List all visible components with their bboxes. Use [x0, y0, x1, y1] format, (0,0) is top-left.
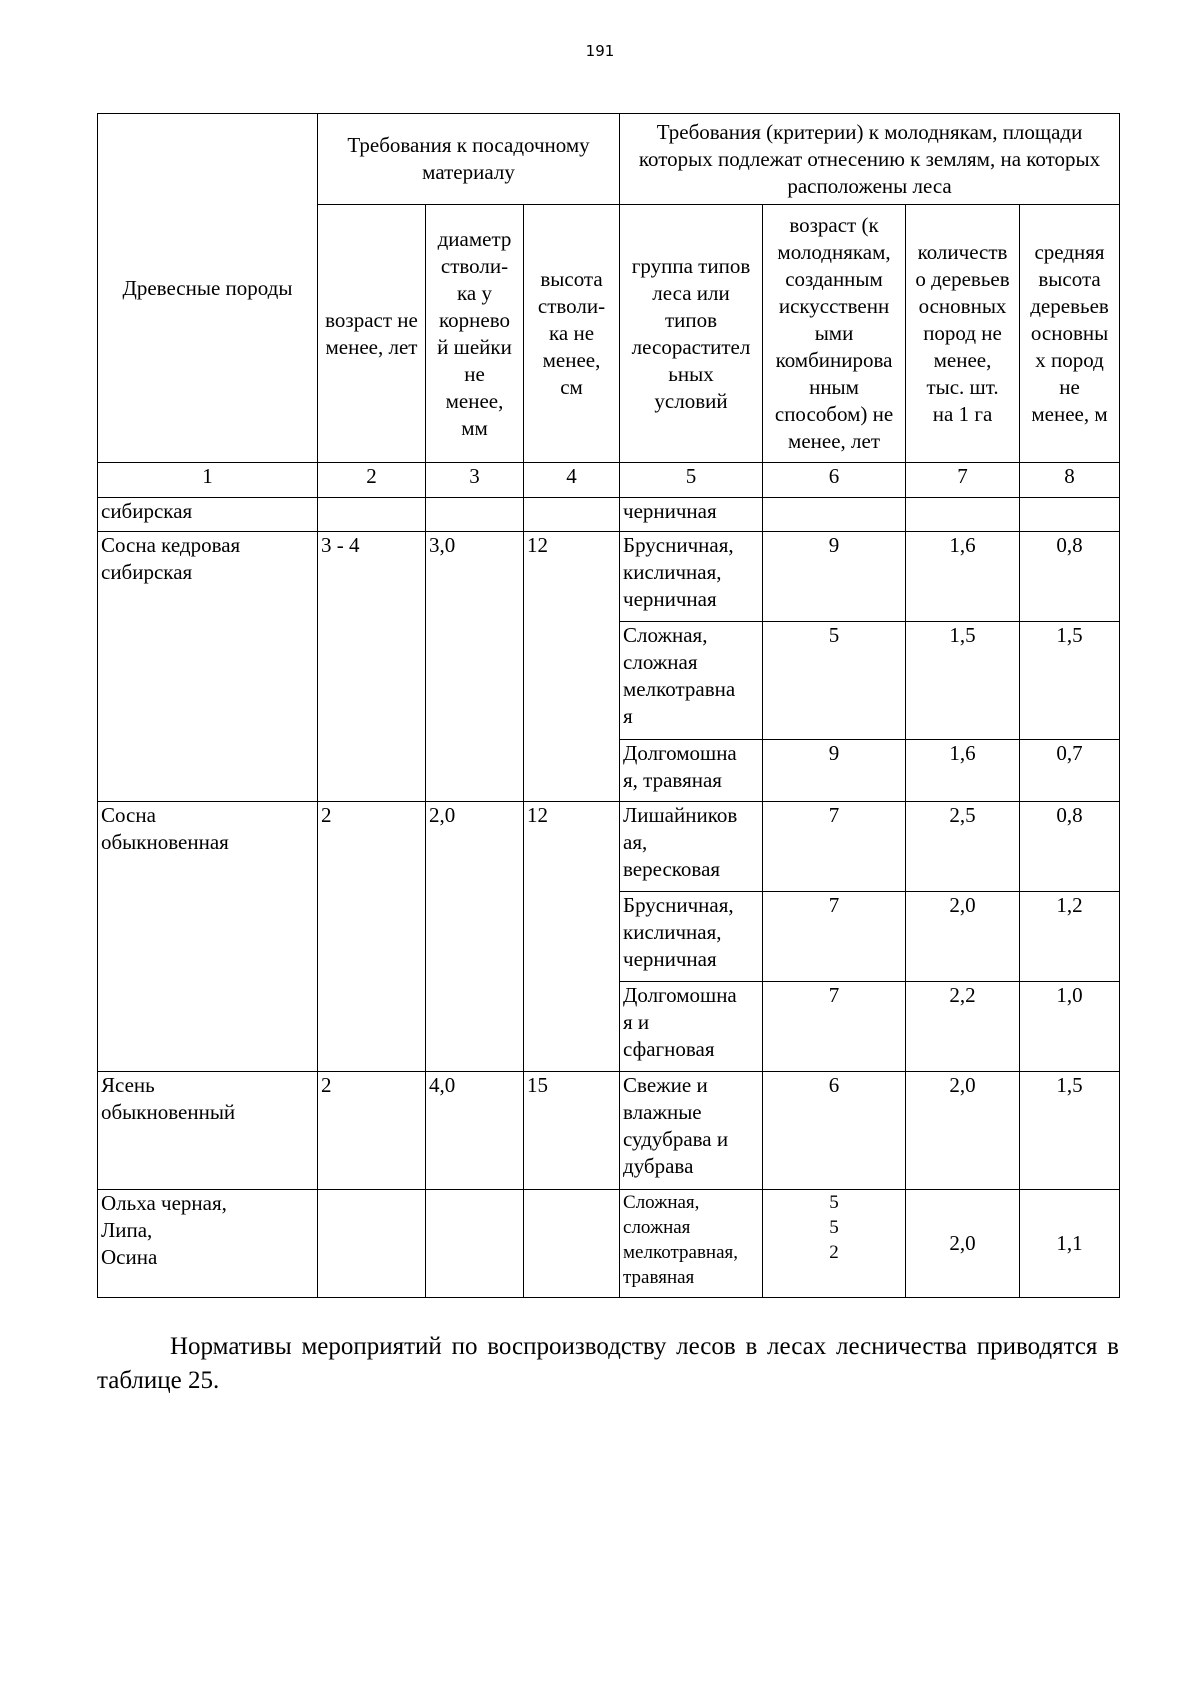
column-number: 7	[906, 463, 1020, 498]
cell-age: 2	[318, 1072, 426, 1190]
cell-young-age: 5 5 2	[763, 1190, 906, 1298]
cell-tree-count: 2,0	[906, 1072, 1020, 1190]
cell-forest-type: Брусничная, кисличная, черничная	[620, 892, 763, 982]
cell-young-age: 5	[763, 622, 906, 740]
header-forest-type: группа типов леса или типов лесорастител ьных условий	[620, 205, 763, 463]
cell-species: Сосна обыкновенная	[98, 802, 318, 1072]
cell-empty	[426, 498, 524, 532]
page-number: 191	[585, 42, 615, 60]
cell-species: сибирская	[98, 498, 318, 532]
cell-empty	[524, 498, 620, 532]
forest-norms-table	[97, 113, 1120, 1298]
column-number: 2	[318, 463, 426, 498]
header-height: высота стволи- ка не менее, см	[524, 205, 620, 463]
cell-tree-count: 1,6	[906, 740, 1020, 802]
cell-forest-type: черничная	[620, 498, 763, 532]
cell-age: 3 - 4	[318, 532, 426, 802]
table-row	[98, 1190, 1120, 1298]
header-diameter: диаметр стволи- ка у корнево й шейки не менее, мм	[426, 205, 524, 463]
cell-avg-height: 1,5	[1020, 1072, 1120, 1190]
cell-young-age: 9	[763, 532, 906, 622]
header-species: Древесные породы	[98, 114, 318, 463]
body-paragraph: Нормативы мероприятий по воспроизводству лесов в лесах лесничества приводятся в таблице 25.	[97, 1333, 1119, 1394]
cell-tree-count: 2,0	[906, 892, 1020, 982]
table-row	[98, 802, 1120, 892]
cell-forest-type: Долгомошна я, травяная	[620, 740, 763, 802]
header-criteria: Требования (критерии) к молоднякам, площади которых подлежат отнесению к землям, на которых расположены леса	[620, 114, 1120, 205]
cell-young-age: 9	[763, 740, 906, 802]
cell-tree-count: 2,2	[906, 982, 1020, 1072]
cell-species: Ольха черная, Липа, Осина	[98, 1190, 318, 1298]
cell-empty	[318, 498, 426, 532]
cell-avg-height: 0,7	[1020, 740, 1120, 802]
cell-tree-count: 2,0	[906, 1190, 1020, 1298]
cell-empty	[763, 498, 906, 532]
cell-height	[524, 1190, 620, 1298]
cell-diameter: 3,0	[426, 532, 524, 802]
cell-forest-type: Свежие и влажные судубрава и дубрава	[620, 1072, 763, 1190]
cell-avg-height: 1,2	[1020, 892, 1120, 982]
cell-forest-type: Долгомошна я и сфагновая	[620, 982, 763, 1072]
column-number: 8	[1020, 463, 1120, 498]
cell-diameter: 2,0	[426, 802, 524, 1072]
cell-forest-type: Лишайников ая, вересковая	[620, 802, 763, 892]
cell-avg-height: 1,5	[1020, 622, 1120, 740]
cell-height: 12	[524, 532, 620, 802]
cell-forest-type: Сложная, сложная мелкотравна я	[620, 622, 763, 740]
cell-species: Ясень обыкновенный	[98, 1072, 318, 1190]
column-number: 4	[524, 463, 620, 498]
cell-forest-type: Сложная, сложная мелкотравная, травяная	[620, 1190, 763, 1298]
cell-young-age: 7	[763, 892, 906, 982]
cell-forest-type: Брусничная, кисличная, черничная	[620, 532, 763, 622]
cell-diameter: 4,0	[426, 1072, 524, 1190]
header-age: возраст не менее, лет	[318, 205, 426, 463]
column-number: 6	[763, 463, 906, 498]
cell-diameter	[426, 1190, 524, 1298]
table-row	[98, 532, 1120, 622]
column-number: 5	[620, 463, 763, 498]
cell-young-age: 6	[763, 1072, 906, 1190]
cell-tree-count: 1,6	[906, 532, 1020, 622]
cell-species: Сосна кедровая сибирская	[98, 532, 318, 802]
table-row	[98, 1072, 1120, 1190]
header-avg-height: средняя высота деревьев основны х пород не менее, м	[1020, 205, 1120, 463]
cell-avg-height: 0,8	[1020, 532, 1120, 622]
cell-height: 15	[524, 1072, 620, 1190]
cell-avg-height: 1,0	[1020, 982, 1120, 1072]
cell-age	[318, 1190, 426, 1298]
cell-tree-count: 2,5	[906, 802, 1020, 892]
cell-empty	[1020, 498, 1120, 532]
cell-age: 2	[318, 802, 426, 1072]
cell-young-age: 7	[763, 982, 906, 1072]
cell-young-age: 7	[763, 802, 906, 892]
cell-avg-height: 1,1	[1020, 1190, 1120, 1298]
cell-empty	[906, 498, 1020, 532]
column-number: 3	[426, 463, 524, 498]
cell-avg-height: 0,8	[1020, 802, 1120, 892]
cell-height: 12	[524, 802, 620, 1072]
header-planting-material: Требования к посадочному материалу	[318, 114, 620, 205]
header-young-age: возраст (к молоднякам, созданным искусственн ыми комбинирова нным способом) не менее, лет	[763, 205, 906, 463]
column-number: 1	[98, 463, 318, 498]
cell-tree-count: 1,5	[906, 622, 1020, 740]
header-tree-count: количеств о деревьев основных пород не менее, тыс. шт. на 1 га	[906, 205, 1020, 463]
